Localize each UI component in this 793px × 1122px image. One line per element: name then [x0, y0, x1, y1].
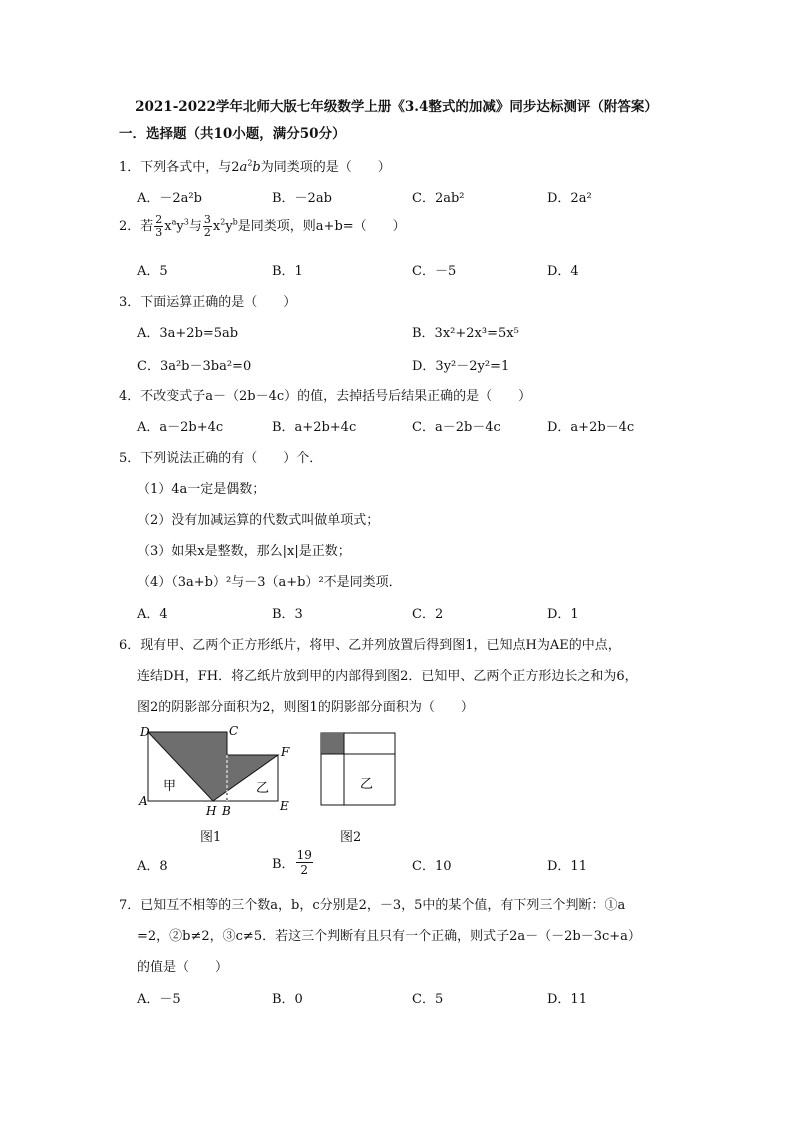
question-6-option-a[interactable]: A．8 [137, 859, 168, 874]
question-7-option-d[interactable]: D．11 [547, 992, 587, 1007]
question-7-line-2: =2，②b≠2，③c≠5．若这三个判断有且只有一个正确，则式子2a－（－2b－3c+a） [137, 929, 641, 944]
figure-1-caption: 图1 [200, 830, 222, 845]
question-4-stem: 4．不改变式子a－（2b－4c）的值，去掉括号后结果正确的是（ ） [119, 389, 532, 404]
question-1-option-c[interactable]: C．2ab² [412, 191, 465, 206]
question-2-option-c[interactable]: C．－5 [412, 264, 457, 279]
question-3-stem: 3．下面运算正确的是（ ） [119, 295, 297, 310]
question-7-line-1: 7．已知互不相等的三个数a，b，c分别是2，－3，5中的某个值，有下列三个判断：①a [119, 898, 626, 913]
question-5-statement-1: （1）4a一定是偶数； [137, 482, 266, 497]
label-yi-fig2: 乙 [360, 777, 374, 792]
question-3-option-d[interactable]: D．3y²－2y²=1 [412, 359, 510, 374]
figure-2-diagram [316, 728, 402, 812]
question-1-option-b[interactable]: B．－2ab [272, 191, 332, 206]
label-a: A [139, 794, 148, 808]
label-jia: 甲 [163, 779, 177, 794]
question-5-statement-4: （4）（3a+b）²与－3（a+b）²不是同类项． [137, 575, 402, 590]
fraction-three-halves: $\frac{3}{2}$ [203, 213, 211, 239]
question-5-option-b[interactable]: B．3 [272, 607, 303, 622]
figure-1-diagram [138, 722, 298, 824]
question-6-option-c[interactable]: C．10 [412, 859, 452, 874]
question-1-option-d[interactable]: D．2a² [547, 191, 592, 206]
section-heading: 一．选择题（共10小题，满分50分） [119, 126, 346, 142]
question-5-option-c[interactable]: C．2 [412, 607, 444, 622]
question-3-option-b[interactable]: B．3x²+2x³=5x⁵ [412, 326, 519, 341]
question-7-option-c[interactable]: C．5 [412, 992, 444, 1007]
question-2-stem: 2．若 $\frac{2}{3}$ $x^ay^3$与 $\frac{3}{2}$ $x^2y^b$是同类项，则a+b=（ ） [119, 213, 406, 239]
question-3-option-c[interactable]: C．3a²b－3ba²=0 [137, 359, 252, 374]
figure-2-caption: 图2 [340, 830, 362, 845]
label-b: B [222, 804, 231, 818]
page-title: 2021-2022学年北师大版七年级数学上册《3.4整式的加减》同步达标测评（附答案） [135, 99, 658, 115]
question-7-line-3: 的值是（ ） [137, 960, 229, 975]
question-5-statement-3: （3）如果x是整数，那么|x|是正数； [137, 544, 351, 559]
question-4-option-d[interactable]: D．a+2b－4c [547, 420, 635, 435]
question-6-option-d[interactable]: D．11 [547, 859, 587, 874]
question-6-line-3: 图2的阴影部分面积为2，则图1的阴影部分面积为（ ） [137, 700, 474, 715]
question-5-option-d[interactable]: D．1 [547, 607, 579, 622]
question-5-stem: 5．下列说法正确的有（ ）个． [119, 451, 323, 466]
question-6-option-b[interactable]: B． $\frac{19}{2}$ [272, 848, 312, 877]
question-5-option-a[interactable]: A．4 [137, 607, 168, 622]
label-yi-fig1: 乙 [256, 781, 270, 796]
question-4-option-c[interactable]: C．a－2b－4c [412, 420, 501, 435]
label-c: C [229, 724, 239, 738]
label-d: D [140, 725, 150, 739]
question-6-line-1: 6．现有甲、乙两个正方形纸片，将甲、乙并列放置后得到图1，已知点H为AE的中点， [119, 638, 621, 653]
shaded-region-figure-2 [321, 733, 344, 754]
question-4-option-a[interactable]: A．a－2b+4c [137, 420, 224, 435]
label-e: E [280, 799, 289, 813]
fraction-two-thirds: $\frac{2}{3}$ [155, 213, 163, 239]
label-h: H [206, 804, 217, 818]
question-2-option-d[interactable]: D．4 [547, 264, 579, 279]
label-f: F [281, 745, 290, 759]
question-5-statement-2: （2）没有加减运算的代数式叫做单项式； [137, 513, 380, 528]
question-4-option-b[interactable]: B．a+2b+4c [272, 420, 357, 435]
question-2-option-b[interactable]: B．1 [272, 264, 303, 279]
question-6-line-2: 连结DH，FH．将乙纸片放到甲的内部得到图2．已知甲、乙两个正方形边长之和为6， [137, 669, 638, 684]
question-7-option-a[interactable]: A．－5 [137, 992, 181, 1007]
question-1-stem: 1．下列各式中，与$2a^2b$为同类项的是（ ） [119, 158, 391, 175]
question-7-option-b[interactable]: B．0 [272, 992, 303, 1007]
question-2-option-a[interactable]: A．5 [137, 264, 168, 279]
question-3-option-a[interactable]: A．3a+2b=5ab [137, 326, 239, 341]
question-1-option-a[interactable]: A．－2a²b [137, 191, 202, 206]
